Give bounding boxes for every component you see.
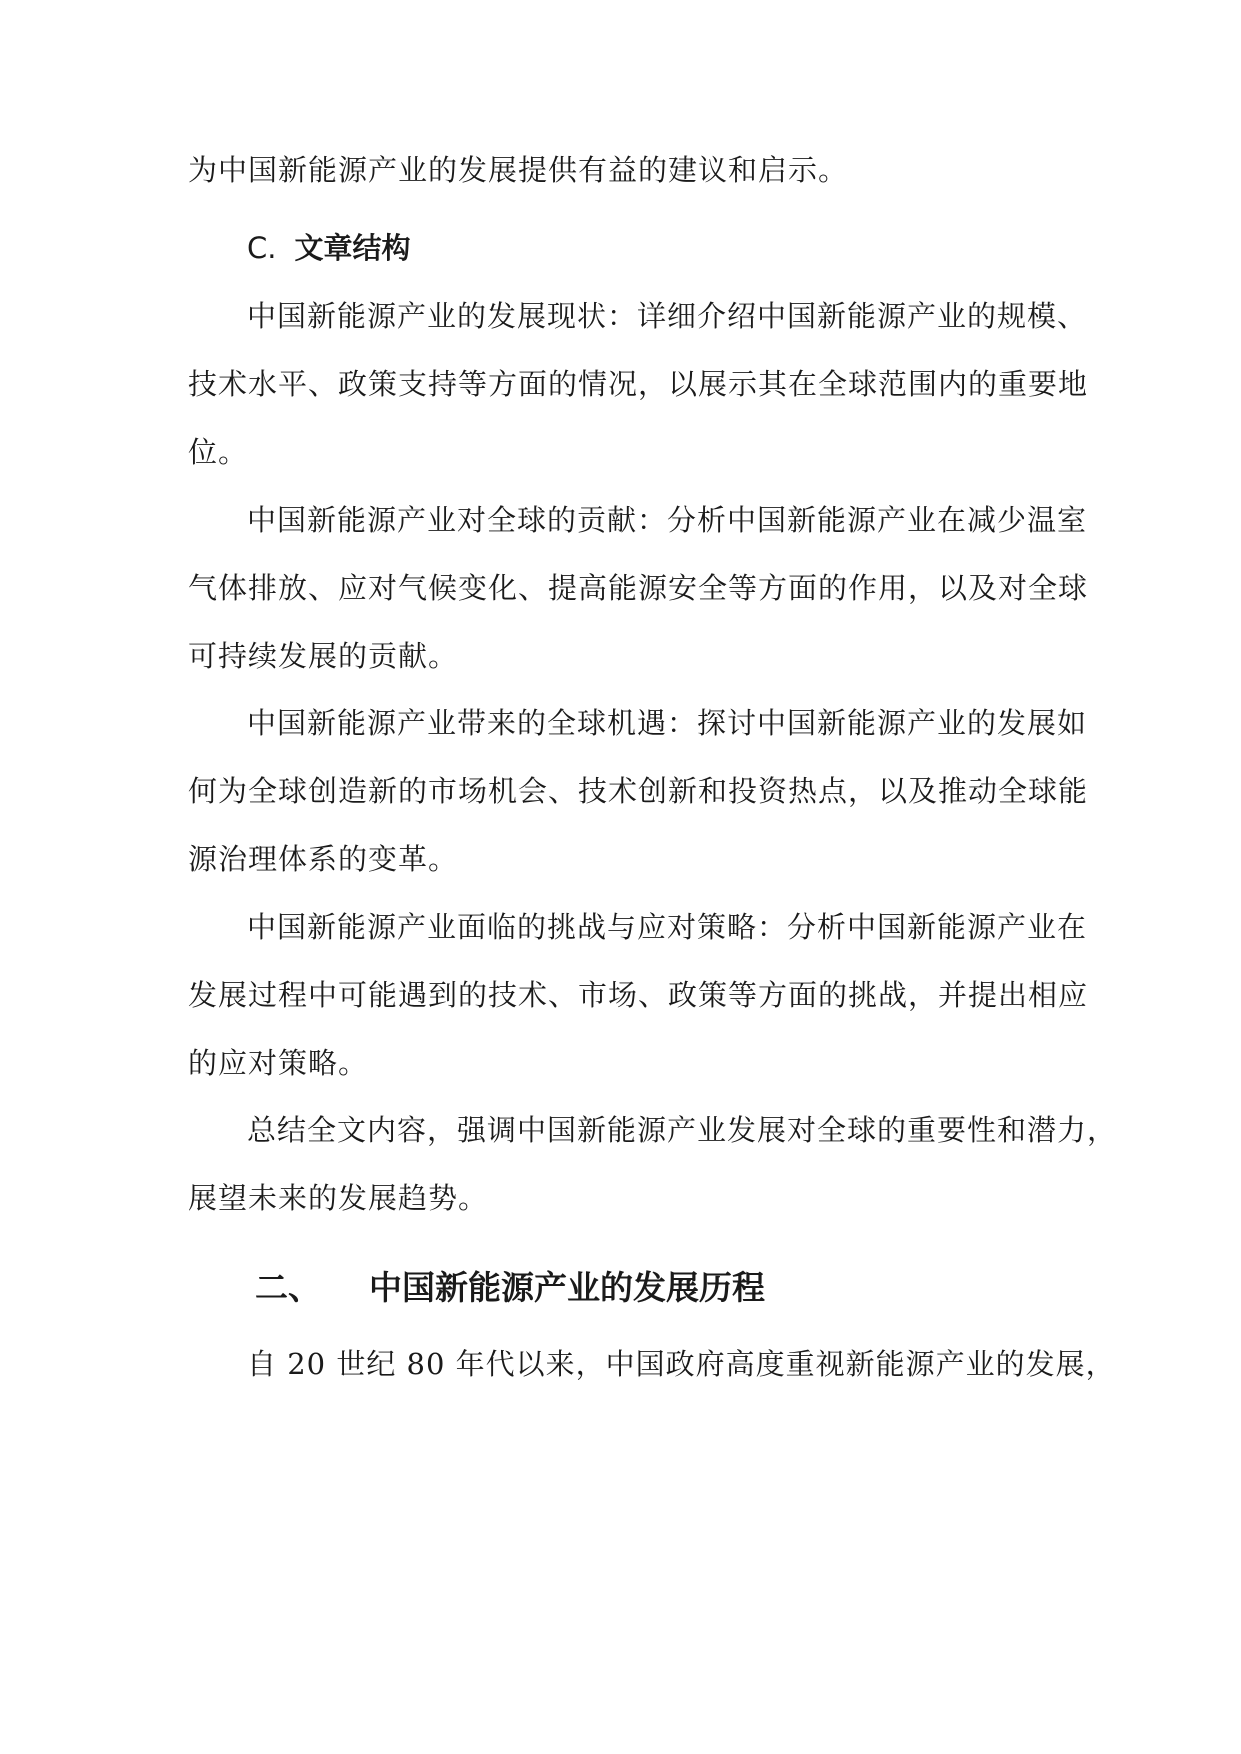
paragraph-line: 位。 [188, 435, 249, 469]
paragraph-line: 中国新能源产业面临的挑战与应对策略：分析中国新能源产业在 [247, 910, 1088, 944]
paragraph-line: 何为全球创造新的市场机会、技术创新和投资热点，以及推动全球能 [188, 774, 1089, 808]
paragraph-line: 发展过程中可能遇到的技术、市场、政策等方面的挑战，并提出相应 [188, 978, 1089, 1012]
section-c-heading [247, 228, 410, 268]
paragraph-line: 可持续发展的贡献。 [188, 639, 459, 673]
paragraph-line: 总结全文内容，强调中国新能源产业发展对全球的重要性和潜力， [247, 1113, 1118, 1147]
section-2-title: 中国新能源产业的发展历程 [369, 1268, 765, 1307]
section-c-title: 文章结构 [294, 231, 411, 265]
section-2-number: 二、 [255, 1268, 321, 1307]
paragraph-line: 中国新能源产业的发展现状：详细介绍中国新能源产业的规模、 [247, 299, 1088, 333]
paragraph-line: 源治理体系的变革。 [188, 842, 459, 876]
paragraph-line: 自 20 世纪 80 年代以来，中国政府高度重视新能源产业的发展， [247, 1347, 1116, 1381]
paragraph-line: 的应对策略。 [188, 1046, 369, 1080]
paragraph-line: 技术水平、政策支持等方面的情况，以展示其在全球范围内的重要地 [188, 367, 1089, 401]
paragraph-line: 气体排放、应对气候变化、提高能源安全等方面的作用，以及对全球 [188, 571, 1089, 605]
paragraph-line: 中国新能源产业对全球的贡献：分析中国新能源产业在减少温室 [247, 503, 1088, 537]
intro-text-line: 为中国新能源产业的发展提供有益的建议和启示。 [188, 153, 849, 187]
section-c-label: C. [247, 231, 277, 265]
paragraph-line: 中国新能源产业带来的全球机遇：探讨中国新能源产业的发展如 [247, 706, 1088, 740]
section-2-heading [255, 1266, 765, 1310]
paragraph-line: 展望未来的发展趋势。 [188, 1181, 489, 1215]
